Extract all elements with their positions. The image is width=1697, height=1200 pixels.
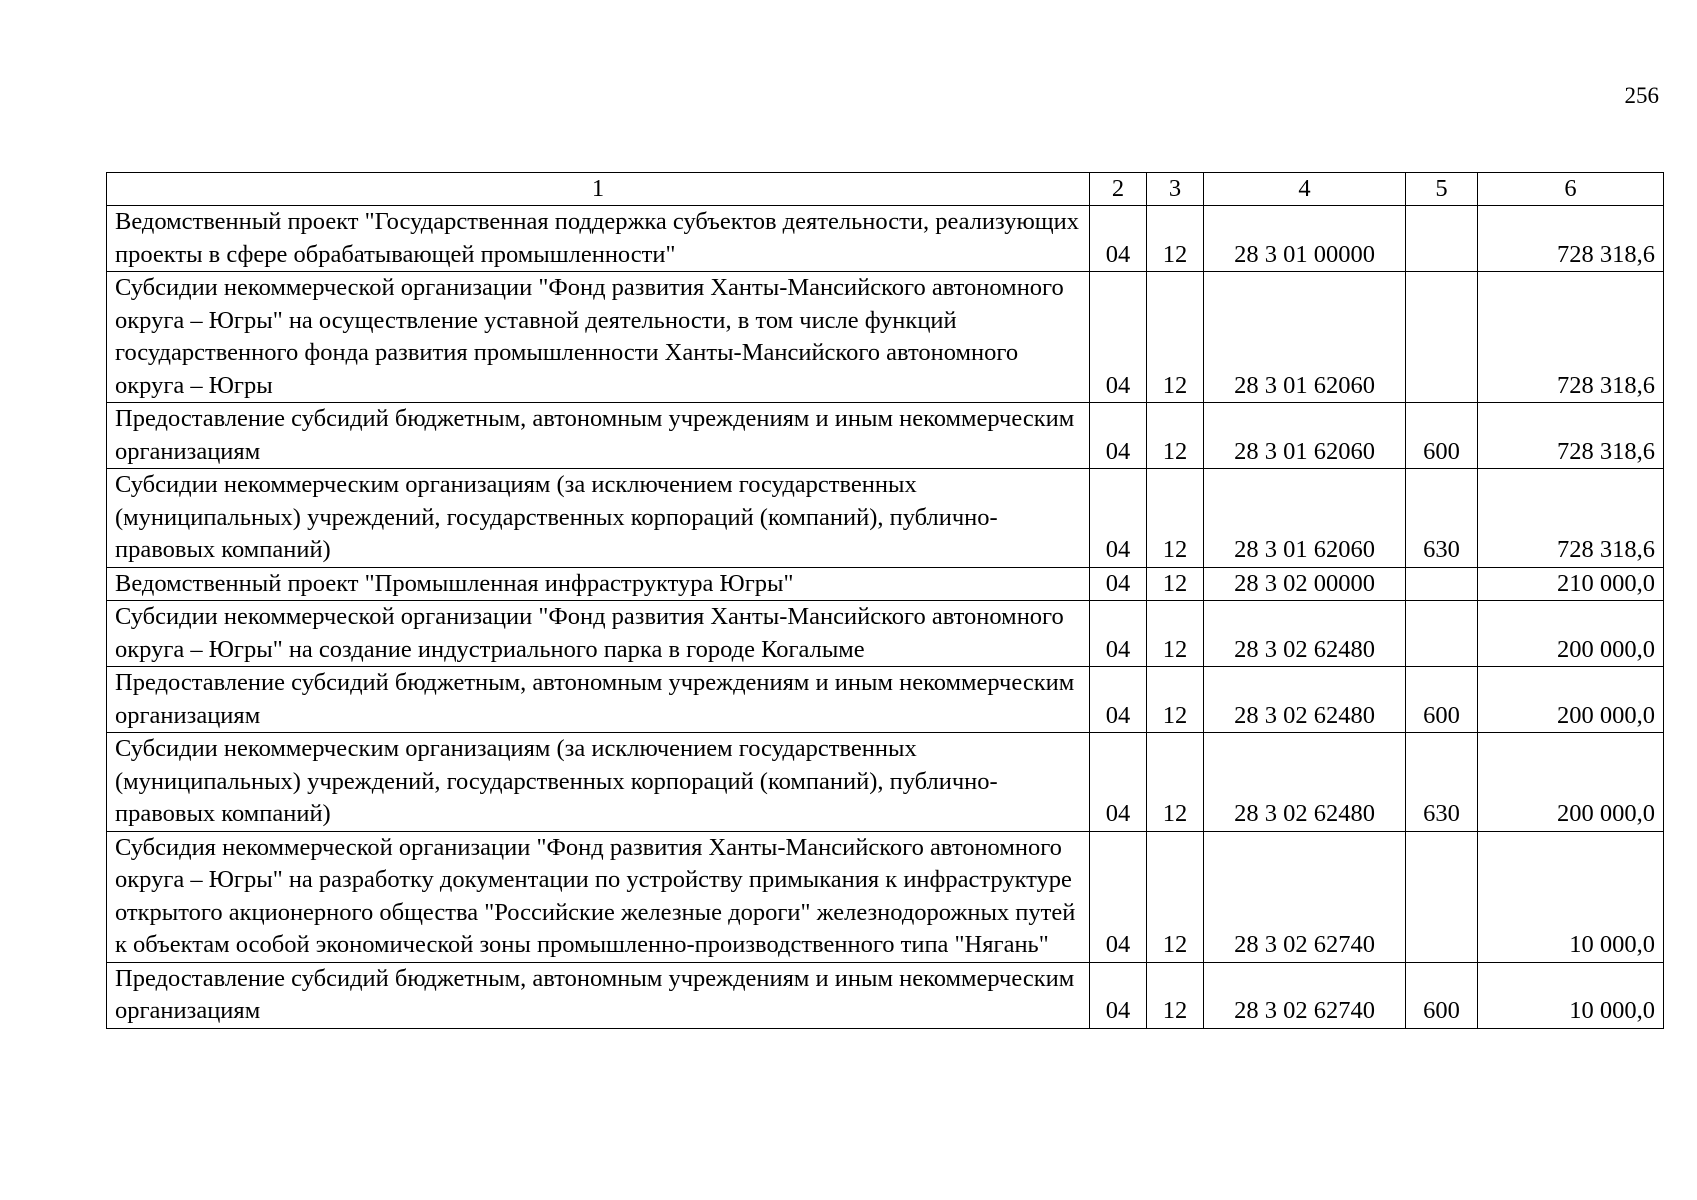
cell-target-article: 28 3 02 62480 <box>1204 667 1406 733</box>
cell-section: 04 <box>1090 206 1147 272</box>
table-row <box>107 272 1664 403</box>
cell-target-article: 28 3 01 62060 <box>1204 403 1406 469</box>
cell-section: 04 <box>1090 601 1147 667</box>
cell-amount: 728 318,6 <box>1478 206 1664 272</box>
cell-section: 04 <box>1090 733 1147 832</box>
cell-section: 04 <box>1090 667 1147 733</box>
cell-target-article: 28 3 01 62060 <box>1204 469 1406 568</box>
cell-section: 04 <box>1090 962 1147 1028</box>
cell-name: Субсидия некоммерческой организации "Фонд развития Ханты-Мансийского автономного округа – Югры" на разработку документации по устройству примыкания к инфраструктуре открытого акционерного общества "Российские железные дороги" железнодорожных путей к объектам особой экономической зоны промышленно-производственного типа "Нягань" <box>107 831 1090 962</box>
cell-amount: 210 000,0 <box>1478 567 1664 601</box>
cell-section: 04 <box>1090 469 1147 568</box>
cell-name: Ведомственный проект "Государственная поддержка субъектов деятельности, реализующих проекты в сфере обрабатывающей промышленности" <box>107 206 1090 272</box>
table-row <box>107 567 1664 601</box>
cell-expense-type <box>1406 601 1478 667</box>
cell-subsection: 12 <box>1147 206 1204 272</box>
cell-section: 04 <box>1090 567 1147 601</box>
table-row <box>107 403 1664 469</box>
table-row <box>107 733 1664 832</box>
cell-name: Ведомственный проект "Промышленная инфраструктура Югры" <box>107 567 1090 601</box>
cell-name: Субсидии некоммерческим организациям (за исключением государственных (муниципальных) учреждений, государственных корпораций (компаний), публично-правовых компаний) <box>107 469 1090 568</box>
cell-name: Субсидии некоммерческим организациям (за исключением государственных (муниципальных) учреждений, государственных корпораций (компаний), публично-правовых компаний) <box>107 733 1090 832</box>
cell-subsection: 12 <box>1147 601 1204 667</box>
cell-subsection: 12 <box>1147 733 1204 832</box>
cell-subsection: 12 <box>1147 272 1204 403</box>
cell-expense-type: 630 <box>1406 469 1478 568</box>
cell-target-article: 28 3 02 62480 <box>1204 601 1406 667</box>
cell-target-article: 28 3 02 62480 <box>1204 733 1406 832</box>
cell-subsection: 12 <box>1147 962 1204 1028</box>
cell-expense-type <box>1406 567 1478 601</box>
cell-amount: 200 000,0 <box>1478 733 1664 832</box>
cell-expense-type: 600 <box>1406 667 1478 733</box>
table-row <box>107 831 1664 962</box>
cell-section: 04 <box>1090 403 1147 469</box>
cell-subsection: 12 <box>1147 403 1204 469</box>
cell-section: 04 <box>1090 272 1147 403</box>
column-header-name: 1 <box>107 173 1090 206</box>
cell-amount: 200 000,0 <box>1478 601 1664 667</box>
cell-section: 04 <box>1090 831 1147 962</box>
cell-amount: 728 318,6 <box>1478 469 1664 568</box>
cell-amount: 728 318,6 <box>1478 403 1664 469</box>
table-row <box>107 206 1664 272</box>
cell-target-article: 28 3 02 62740 <box>1204 962 1406 1028</box>
cell-expense-type <box>1406 831 1478 962</box>
cell-subsection: 12 <box>1147 831 1204 962</box>
column-header-amount: 6 <box>1478 173 1664 206</box>
cell-amount: 200 000,0 <box>1478 667 1664 733</box>
budget-table <box>106 172 1664 1029</box>
column-header-target-article: 4 <box>1204 173 1406 206</box>
cell-expense-type: 600 <box>1406 962 1478 1028</box>
cell-name: Предоставление субсидий бюджетным, автономным учреждениям и иным некоммерческим организациям <box>107 667 1090 733</box>
table-row <box>107 962 1664 1028</box>
cell-name: Субсидии некоммерческой организации "Фонд развития Ханты-Мансийского автономного округа – Югры" на создание индустриального парка в городе Когалыме <box>107 601 1090 667</box>
table-row <box>107 601 1664 667</box>
table-row <box>107 469 1664 568</box>
table-row <box>107 667 1664 733</box>
cell-amount: 10 000,0 <box>1478 962 1664 1028</box>
cell-expense-type: 600 <box>1406 403 1478 469</box>
table-body <box>107 206 1664 1029</box>
table-header-row <box>107 173 1664 206</box>
cell-subsection: 12 <box>1147 567 1204 601</box>
cell-expense-type: 630 <box>1406 733 1478 832</box>
cell-target-article: 28 3 02 00000 <box>1204 567 1406 601</box>
column-header-expense-type: 5 <box>1406 173 1478 206</box>
cell-amount: 10 000,0 <box>1478 831 1664 962</box>
cell-subsection: 12 <box>1147 667 1204 733</box>
cell-amount: 728 318,6 <box>1478 272 1664 403</box>
cell-expense-type <box>1406 206 1478 272</box>
cell-expense-type <box>1406 272 1478 403</box>
cell-target-article: 28 3 01 00000 <box>1204 206 1406 272</box>
column-header-section: 2 <box>1090 173 1147 206</box>
cell-name: Предоставление субсидий бюджетным, автономным учреждениям и иным некоммерческим организациям <box>107 403 1090 469</box>
cell-target-article: 28 3 02 62740 <box>1204 831 1406 962</box>
cell-name: Субсидии некоммерческой организации "Фонд развития Ханты-Мансийского автономного округа – Югры" на осуществление уставной деятельности, в том числе функций государственного фонда развития промышленности Ханты-Мансийского автономного округа – Югры <box>107 272 1090 403</box>
column-header-subsection: 3 <box>1147 173 1204 206</box>
cell-target-article: 28 3 01 62060 <box>1204 272 1406 403</box>
cell-subsection: 12 <box>1147 469 1204 568</box>
page-number: 256 <box>1624 83 1659 108</box>
cell-name: Предоставление субсидий бюджетным, автономным учреждениям и иным некоммерческим организациям <box>107 962 1090 1028</box>
